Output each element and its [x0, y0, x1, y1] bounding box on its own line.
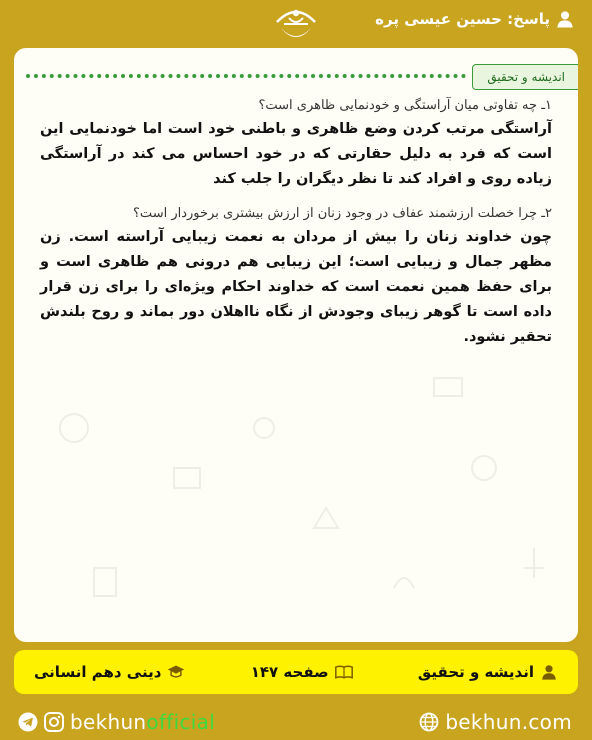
question-2: ۲ـ چرا خصلت ارزشمند عفاف در وجود زنان از ارزش بیشتری برخوردار است؟	[133, 206, 552, 221]
social-handle[interactable]	[18, 710, 215, 734]
header	[0, 0, 592, 48]
qa-content	[40, 98, 552, 364]
footer	[0, 704, 592, 740]
answer-card	[14, 48, 578, 642]
page-number: صفحه ۱۴۷	[250, 663, 329, 681]
bekhun-logo	[271, 4, 321, 46]
info-bar	[14, 650, 578, 694]
dotted-divider	[26, 74, 466, 78]
graduation-cap-icon	[167, 664, 185, 680]
section-tag: اندیشه و تحقیق	[472, 64, 578, 90]
question-1: ۱ـ چه تفاوتی میان آراستگی و خودنمایی ظاهری است؟	[258, 98, 552, 113]
telegram-icon[interactable]	[18, 712, 38, 732]
info-section	[418, 663, 558, 681]
answer-1: آراستگی مرتب کردن وضع ظاهری و باطنی خود است اما خودنمایی این است که فرد به دلیل حقارتی که در خود احساس می کند در آراستگی زیاده روی و افراد کند تا نظر دیگران را جلب کند	[40, 121, 552, 187]
website-url: bekhun.com	[445, 710, 572, 734]
instagram-icon[interactable]	[44, 712, 64, 732]
section-name: اندیشه و تحقیق	[417, 663, 534, 681]
website-link[interactable]	[419, 710, 572, 734]
info-page	[251, 663, 353, 681]
book-icon	[335, 664, 353, 680]
answer-2: چون خداوند زنان را بیش از مردان به نعمت زیبایی آراسته است. زن مظهر جمال و زیبایی است؛ این زیبایی هم درونی هم ظاهری است و برای حفظ همین نعمت است که خداوند احکام ویژه‌ای را برای زن قرار داده است تا گوهر زیبای وجودش از نگاه ناا‌هلان دور بماند و روح بلندش تحقیر نشود.	[40, 229, 552, 345]
globe-icon	[419, 712, 439, 732]
social-prefix: bekhun	[70, 710, 147, 734]
user-icon	[556, 10, 574, 28]
info-book	[34, 663, 185, 681]
author-text: پاسخ: حسین عیسی پره	[375, 10, 550, 28]
author-credit	[375, 10, 574, 28]
user-icon	[540, 664, 558, 680]
social-suffix: official	[146, 710, 216, 734]
book-name: دینی دهم انسانی	[34, 663, 162, 681]
